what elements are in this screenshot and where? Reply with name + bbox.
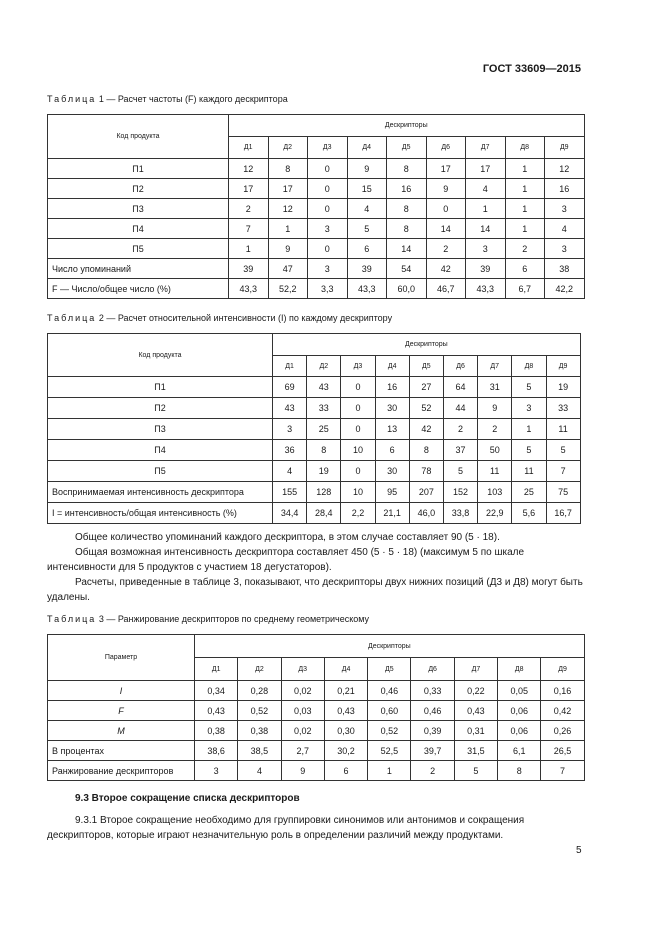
table-row xyxy=(48,259,585,279)
table-cell: 43,3 xyxy=(229,279,269,299)
column-header: Д2 xyxy=(307,356,341,377)
row-label: П3 xyxy=(48,199,229,219)
table-cell: 44 xyxy=(443,398,477,419)
table-cell: 2 xyxy=(443,419,477,440)
table-cell: 78 xyxy=(409,461,443,482)
table-cell: 6,1 xyxy=(498,741,541,761)
table-cell: 64 xyxy=(443,377,477,398)
row-label: П5 xyxy=(48,461,273,482)
table-cell: 52,2 xyxy=(268,279,308,299)
column-header: Д2 xyxy=(268,137,308,159)
table-cell: 0,31 xyxy=(454,721,497,741)
table-cell: 12 xyxy=(229,159,269,179)
paragraph-second-reduction: 9.3.1 Второе сокращение необходимо для группировки синонимов или антонимов и сокращения дескрипторов, которые играют незначительную роль в определении различий между продуктами. xyxy=(47,815,525,841)
table-cell: 0 xyxy=(308,239,348,259)
paragraph-mentions: Общее количество упоминаний каждого дескриптора, в этом случае составляет 90 (5 · 18). xyxy=(75,532,500,543)
table-cell: 0 xyxy=(426,199,466,219)
table-cell: 33 xyxy=(307,398,341,419)
table-cell: 17 xyxy=(229,179,269,199)
row-label: П1 xyxy=(48,159,229,179)
table-cell: 38 xyxy=(545,259,585,279)
table-row xyxy=(48,159,585,179)
table-row xyxy=(48,199,585,219)
section-text xyxy=(47,813,590,843)
column-header: Д7 xyxy=(466,137,506,159)
table-cell: 39,7 xyxy=(411,741,454,761)
table-cell: 5 xyxy=(443,461,477,482)
table-cell: 0,03 xyxy=(281,701,324,721)
table-cell: 3 xyxy=(466,239,506,259)
table-cell: 38,6 xyxy=(195,741,238,761)
table-cell: 0,06 xyxy=(498,721,541,741)
table-cell: 3 xyxy=(195,761,238,781)
table-row xyxy=(48,503,581,524)
table-cell: 0,60 xyxy=(368,701,411,721)
table-cell: 0 xyxy=(341,398,375,419)
table-cell: 34,4 xyxy=(273,503,307,524)
table-cell: 16 xyxy=(545,179,585,199)
table-cell: 13 xyxy=(375,419,409,440)
table-cell: 19 xyxy=(546,377,580,398)
table-cell: 3 xyxy=(308,259,348,279)
row-label: П1 xyxy=(48,377,273,398)
column-header: Д6 xyxy=(411,658,454,681)
table-cell: 9 xyxy=(426,179,466,199)
table-cell: 4 xyxy=(347,199,387,219)
table-cell: 27 xyxy=(409,377,443,398)
table-cell: 43,3 xyxy=(466,279,506,299)
table-cell: 3 xyxy=(308,219,348,239)
table-cell: 17 xyxy=(426,159,466,179)
table-cell: 21,1 xyxy=(375,503,409,524)
table3 xyxy=(47,634,585,781)
table-cell: 7 xyxy=(546,461,580,482)
table-cell: 33,8 xyxy=(443,503,477,524)
table-cell: 5 xyxy=(512,377,546,398)
row-label: I = интенсивность/общая интенсивность (%) xyxy=(48,503,273,524)
table-cell: 0,43 xyxy=(324,701,367,721)
table-cell: 4 xyxy=(238,761,281,781)
table-cell: 6 xyxy=(505,259,545,279)
table-row xyxy=(48,219,585,239)
table-cell: 46,0 xyxy=(409,503,443,524)
table-cell: 0,38 xyxy=(195,721,238,741)
table-cell: 42 xyxy=(426,259,466,279)
table-row xyxy=(48,239,585,259)
column-header: Д1 xyxy=(195,658,238,681)
table-cell: 207 xyxy=(409,482,443,503)
table-cell: 16 xyxy=(387,179,427,199)
table-cell: 75 xyxy=(546,482,580,503)
column-header: Д7 xyxy=(478,356,512,377)
table-cell: 26,5 xyxy=(541,741,584,761)
table-row xyxy=(48,461,581,482)
table-cell: 30 xyxy=(375,398,409,419)
table-cell: 9 xyxy=(268,239,308,259)
table-cell: 25 xyxy=(307,419,341,440)
row-label: В процентах xyxy=(48,741,195,761)
table-cell: 0,30 xyxy=(324,721,367,741)
table-cell: 3,3 xyxy=(308,279,348,299)
table-row xyxy=(48,179,585,199)
table-cell: 6,7 xyxy=(505,279,545,299)
table-cell: 0,43 xyxy=(195,701,238,721)
table-cell: 11 xyxy=(546,419,580,440)
table-cell: 60,0 xyxy=(387,279,427,299)
table-cell: 128 xyxy=(307,482,341,503)
row-label: П2 xyxy=(48,398,273,419)
table-cell: 43 xyxy=(273,398,307,419)
table1 xyxy=(47,114,585,299)
table-cell: 103 xyxy=(478,482,512,503)
table-cell: 0,43 xyxy=(454,701,497,721)
table-cell: 5,6 xyxy=(512,503,546,524)
table-cell: 31 xyxy=(478,377,512,398)
table-cell: 1 xyxy=(466,199,506,219)
table-cell: 12 xyxy=(268,199,308,219)
table-cell: 0,02 xyxy=(281,681,324,701)
table-cell: 1 xyxy=(505,179,545,199)
table-cell: 8 xyxy=(387,159,427,179)
table-cell: 12 xyxy=(545,159,585,179)
table-row xyxy=(48,377,581,398)
column-header: Д9 xyxy=(546,356,580,377)
table-cell: 8 xyxy=(307,440,341,461)
column-header: Д9 xyxy=(545,137,585,159)
column-header: Д6 xyxy=(443,356,477,377)
table-cell: 8 xyxy=(409,440,443,461)
table-cell: 52 xyxy=(409,398,443,419)
table-cell: 54 xyxy=(387,259,427,279)
table-cell: 1 xyxy=(268,219,308,239)
table-cell: 2 xyxy=(229,199,269,219)
table-cell: 14 xyxy=(426,219,466,239)
table-cell: 155 xyxy=(273,482,307,503)
table-cell: 30,2 xyxy=(324,741,367,761)
table-cell: 0,46 xyxy=(411,701,454,721)
table-cell: 0 xyxy=(308,199,348,219)
table-cell: 43,3 xyxy=(347,279,387,299)
table-cell: 5 xyxy=(347,219,387,239)
table-cell: 0 xyxy=(308,179,348,199)
table-cell: 4 xyxy=(545,219,585,239)
table-cell: 39 xyxy=(229,259,269,279)
table-cell: 11 xyxy=(478,461,512,482)
table-cell: 4 xyxy=(466,179,506,199)
group-header: Дескрипторы xyxy=(229,115,585,137)
table-cell: 5 xyxy=(512,440,546,461)
row-label: F xyxy=(48,701,195,721)
column-header: Д9 xyxy=(541,658,584,681)
table-cell: 2 xyxy=(411,761,454,781)
table-cell: 8 xyxy=(268,159,308,179)
table-cell: 22,9 xyxy=(478,503,512,524)
table-cell: 42,2 xyxy=(545,279,585,299)
table-cell: 2,2 xyxy=(341,503,375,524)
body-text xyxy=(47,530,590,605)
table3-caption xyxy=(47,614,369,624)
table-cell: 1 xyxy=(368,761,411,781)
table-cell: 0,34 xyxy=(195,681,238,701)
table-cell: 52,5 xyxy=(368,741,411,761)
table-cell: 0,16 xyxy=(541,681,584,701)
table-cell: 0,46 xyxy=(368,681,411,701)
table-cell: 8 xyxy=(387,199,427,219)
table-cell: 95 xyxy=(375,482,409,503)
table-cell: 2 xyxy=(426,239,466,259)
group-header: Дескрипторы xyxy=(195,635,585,658)
column-header: Д5 xyxy=(387,137,427,159)
column-header: Д3 xyxy=(308,137,348,159)
header-row xyxy=(48,334,581,356)
column-header: Д5 xyxy=(409,356,443,377)
table-cell: 3 xyxy=(545,199,585,219)
table-cell: 14 xyxy=(387,239,427,259)
row-label: I xyxy=(48,681,195,701)
table-cell: 3 xyxy=(273,419,307,440)
table-cell: 152 xyxy=(443,482,477,503)
table-row xyxy=(48,721,585,741)
table1-caption-text: 1 — Расчет частоты (F) каждого дескриптора xyxy=(98,94,288,104)
column-header: Д4 xyxy=(347,137,387,159)
paragraph-ranking: Расчеты, приведенные в таблице 3, показывают, что дескрипторы двух нижних позиций (Д3 и Д8) могут быть удалены. xyxy=(47,577,583,603)
table-cell: 0,28 xyxy=(238,681,281,701)
column-header: Д2 xyxy=(238,658,281,681)
column-header: Д7 xyxy=(454,658,497,681)
table-cell: 0,52 xyxy=(368,721,411,741)
param-header: Код продукта xyxy=(48,115,229,159)
table-cell: 33 xyxy=(546,398,580,419)
table-cell: 0,39 xyxy=(411,721,454,741)
table-cell: 5 xyxy=(454,761,497,781)
table-cell: 19 xyxy=(307,461,341,482)
column-header: Д8 xyxy=(505,137,545,159)
table-row xyxy=(48,741,585,761)
table-cell: 0,42 xyxy=(541,701,584,721)
table-cell: 16 xyxy=(375,377,409,398)
table-cell: 46,7 xyxy=(426,279,466,299)
column-header: Д1 xyxy=(273,356,307,377)
column-header: Д8 xyxy=(498,658,541,681)
table-row xyxy=(48,279,585,299)
table1-caption xyxy=(47,94,288,104)
table-cell: 16,7 xyxy=(546,503,580,524)
table-cell: 0,05 xyxy=(498,681,541,701)
param-header: Код продукта xyxy=(48,334,273,377)
table-cell: 0,33 xyxy=(411,681,454,701)
section-heading: 9.3 Второе сокращение списка дескрипторов xyxy=(75,793,300,804)
table-cell: 0,22 xyxy=(454,681,497,701)
column-header: Д8 xyxy=(512,356,546,377)
row-label: Ранжирование дескрипторов xyxy=(48,761,195,781)
table3-caption-text: 3 — Ранжирование дескрипторов по среднему геометрическому xyxy=(98,614,370,624)
table-row xyxy=(48,701,585,721)
column-header: Д3 xyxy=(341,356,375,377)
table-row xyxy=(48,681,585,701)
table-cell: 8 xyxy=(498,761,541,781)
table2-caption xyxy=(47,313,392,323)
standard-number: ГОСТ 33609—2015 xyxy=(482,63,581,75)
table-cell: 3 xyxy=(512,398,546,419)
paragraph-intensity: Общая возможная интенсивность дескриптора составляет 450 (5 · 5 · 18) (максимум 5 по шкале интенсивности для 5 продуктов с участием 18 дегустаторов). xyxy=(47,547,525,573)
row-label: П5 xyxy=(48,239,229,259)
table-cell: 37 xyxy=(443,440,477,461)
table-cell: 4 xyxy=(273,461,307,482)
table2-caption-prefix: Таблица xyxy=(47,313,97,323)
table-cell: 50 xyxy=(478,440,512,461)
table-cell: 36 xyxy=(273,440,307,461)
table-cell: 17 xyxy=(466,159,506,179)
column-header: Д5 xyxy=(368,658,411,681)
table-row xyxy=(48,440,581,461)
table-cell: 38,5 xyxy=(238,741,281,761)
row-label: П4 xyxy=(48,219,229,239)
table-row xyxy=(48,482,581,503)
table-cell: 0,06 xyxy=(498,701,541,721)
table2-caption-text: 2 — Расчет относительной интенсивности (I) по каждому дескриптору xyxy=(98,313,393,323)
table-cell: 47 xyxy=(268,259,308,279)
table-cell: 10 xyxy=(341,440,375,461)
row-label: M xyxy=(48,721,195,741)
table-cell: 31,5 xyxy=(454,741,497,761)
table-cell: 0 xyxy=(341,461,375,482)
param-header: Параметр xyxy=(48,635,195,681)
group-header: Дескрипторы xyxy=(273,334,581,356)
table-cell: 2 xyxy=(478,419,512,440)
table3-caption-prefix: Таблица xyxy=(47,614,97,624)
row-label: П3 xyxy=(48,419,273,440)
table-cell: 1 xyxy=(505,219,545,239)
page-number: 5 xyxy=(576,845,582,856)
table-cell: 2,7 xyxy=(281,741,324,761)
table-cell: 9 xyxy=(478,398,512,419)
row-label: П2 xyxy=(48,179,229,199)
row-label: Воспринимаемая интенсивность дескриптора xyxy=(48,482,273,503)
table-cell: 1 xyxy=(512,419,546,440)
row-label: П4 xyxy=(48,440,273,461)
table-cell: 0,52 xyxy=(238,701,281,721)
table1-caption-prefix: Таблица xyxy=(47,94,97,104)
table-cell: 0,26 xyxy=(541,721,584,741)
column-header: Д3 xyxy=(281,658,324,681)
table-cell: 0 xyxy=(341,377,375,398)
table-cell: 1 xyxy=(229,239,269,259)
table-cell: 11 xyxy=(512,461,546,482)
table-cell: 6 xyxy=(375,440,409,461)
table-cell: 6 xyxy=(347,239,387,259)
table-cell: 0,21 xyxy=(324,681,367,701)
table-cell: 39 xyxy=(466,259,506,279)
row-label: Число упоминаний xyxy=(48,259,229,279)
table-cell: 43 xyxy=(307,377,341,398)
table-cell: 0 xyxy=(308,159,348,179)
table-cell: 7 xyxy=(541,761,584,781)
table-cell: 0,02 xyxy=(281,721,324,741)
table-cell: 69 xyxy=(273,377,307,398)
column-header: Д4 xyxy=(375,356,409,377)
table-cell: 42 xyxy=(409,419,443,440)
table-cell: 1 xyxy=(505,199,545,219)
table-cell: 8 xyxy=(387,219,427,239)
table-cell: 1 xyxy=(505,159,545,179)
table-row xyxy=(48,398,581,419)
table-cell: 17 xyxy=(268,179,308,199)
table-cell: 0 xyxy=(341,419,375,440)
table-cell: 0,38 xyxy=(238,721,281,741)
table-cell: 28,4 xyxy=(307,503,341,524)
table-cell: 14 xyxy=(466,219,506,239)
header-row xyxy=(48,115,585,137)
header-row xyxy=(48,635,585,658)
table-cell: 30 xyxy=(375,461,409,482)
table-cell: 9 xyxy=(281,761,324,781)
table-row xyxy=(48,419,581,440)
table2 xyxy=(47,333,581,524)
table-cell: 5 xyxy=(546,440,580,461)
table-cell: 15 xyxy=(347,179,387,199)
table-cell: 3 xyxy=(545,239,585,259)
table-cell: 7 xyxy=(229,219,269,239)
table-cell: 10 xyxy=(341,482,375,503)
table-cell: 39 xyxy=(347,259,387,279)
table-cell: 9 xyxy=(347,159,387,179)
table-cell: 2 xyxy=(505,239,545,259)
column-header: Д6 xyxy=(426,137,466,159)
row-label: F — Число/общее число (%) xyxy=(48,279,229,299)
table-cell: 25 xyxy=(512,482,546,503)
column-header: Д4 xyxy=(324,658,367,681)
table-cell: 6 xyxy=(324,761,367,781)
column-header: Д1 xyxy=(229,137,269,159)
table-row xyxy=(48,761,585,781)
